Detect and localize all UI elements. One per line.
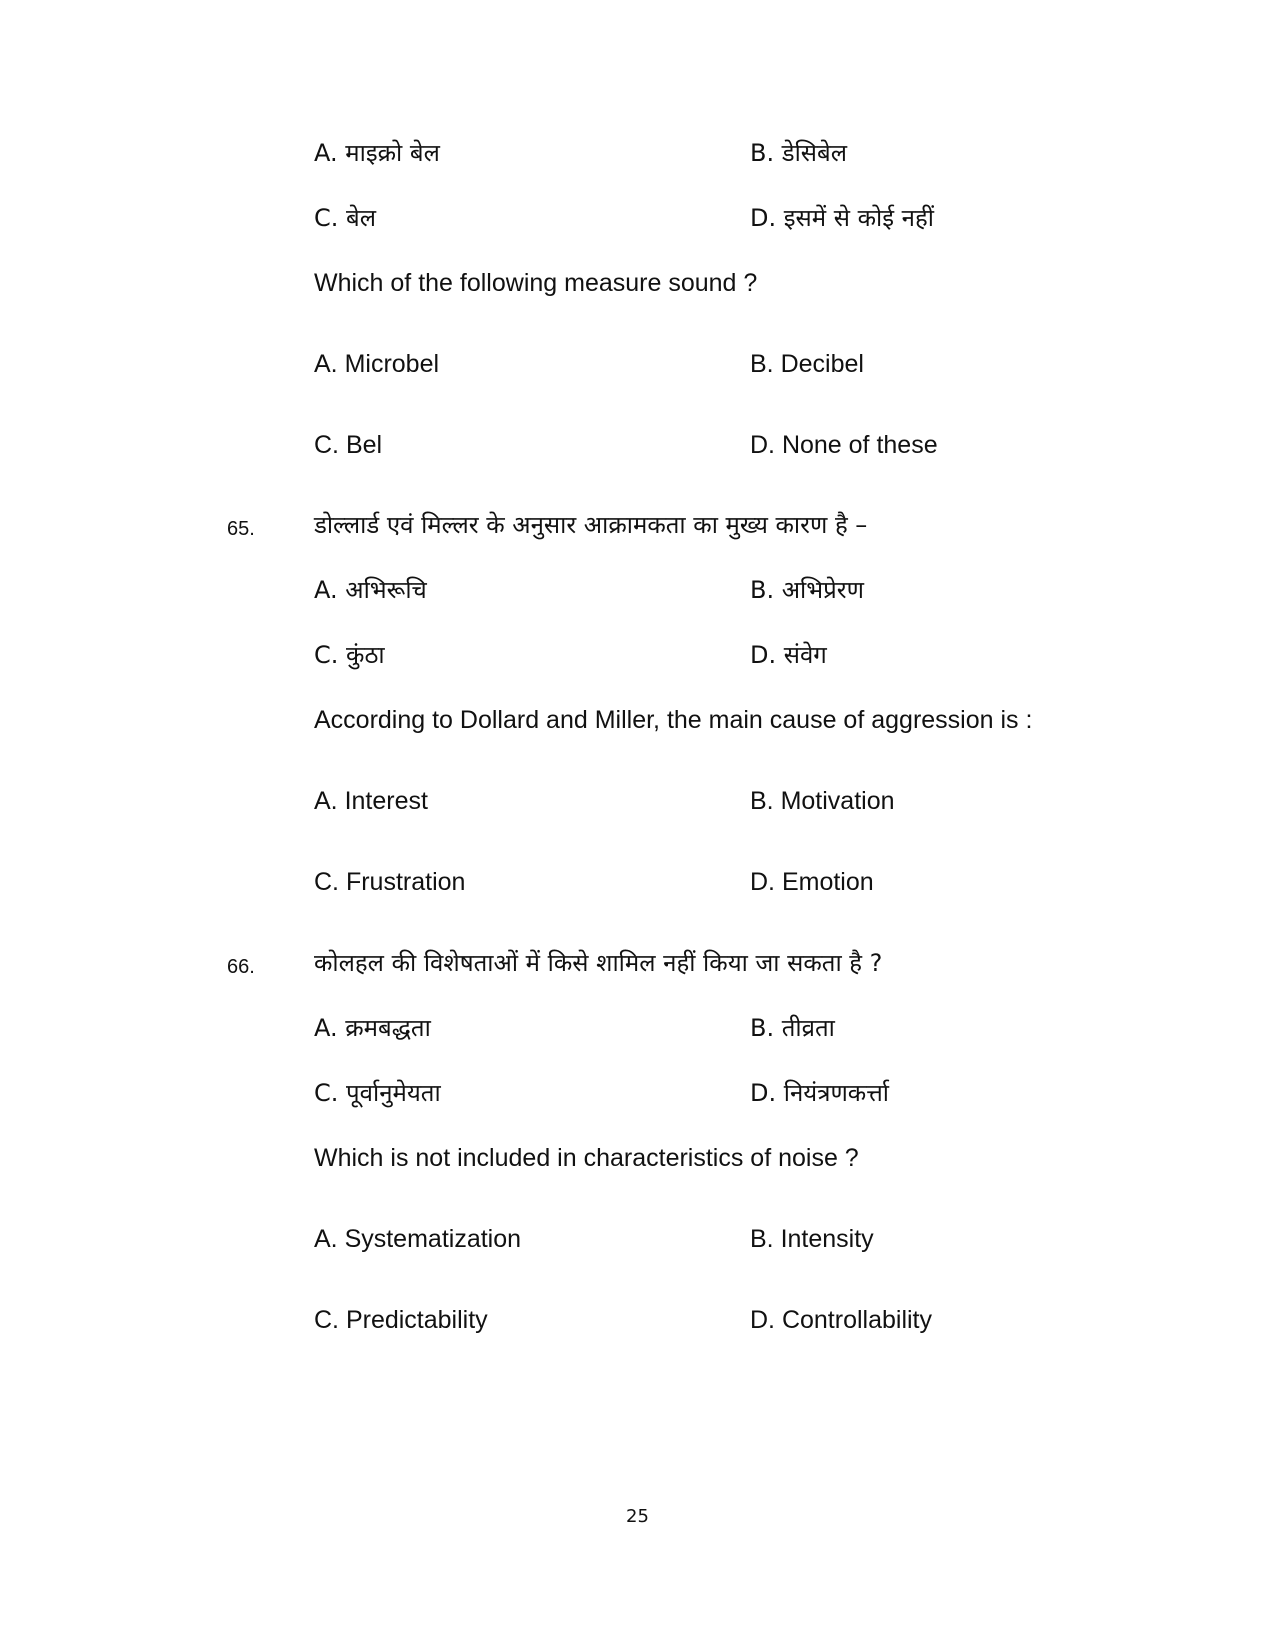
q65-english-option-b: B. Motivation [750,787,895,815]
q65-english-option-d: D. Emotion [750,868,874,896]
q66-english-option-a: A. Systematization [314,1225,522,1253]
q66-hindi-option-d: D. नियंत्रणकर्त्ता [750,1079,890,1107]
q64-english-option-b: B. Decibel [750,350,864,378]
q64-hindi-option-b: B. डेसिबेल [750,139,847,167]
q66-hindi-option-c: C. पूर्वानुमेयता [314,1079,441,1107]
q64-english-question: Which of the following measure sound ? [314,269,758,297]
q65-english-option-c: C. Frustration [314,868,466,896]
q66-english-option-c: C. Predictability [314,1306,488,1334]
q66-english-option-b: B. Intensity [750,1225,874,1253]
q64-hindi-option-d: D. इसमें से कोई नहीं [750,204,934,232]
q66-number: 66. [227,956,255,978]
q65-number: 65. [227,518,255,540]
page-number: 25 [626,1506,649,1527]
q66-hindi-question: कोलहल की विशेषताओं में किसे शामिल नहीं किया जा सकता है ? [314,949,883,977]
q66-english-option-d: D. Controllability [750,1306,933,1334]
q65-english-question: According to Dollard and Miller, the main cause of aggression is : [314,706,1033,734]
q65-hindi-option-c: C. कुंठा [314,641,385,669]
q66-english-question: Which is not included in characteristics of noise ? [314,1144,859,1172]
q64-english-option-d: D. None of these [750,431,938,459]
q65-english-option-a: A. Interest [314,787,428,815]
q66-hindi-option-a: A. क्रमबद्धता [314,1014,431,1042]
q65-hindi-option-d: D. संवेग [750,641,827,669]
q65-hindi-question: डोल्लार्ड एवं मिल्लर के अनुसार आक्रामकता का मुख्य कारण है – [314,511,868,539]
q64-english-option-c: C. Bel [314,431,383,459]
q64-hindi-option-c: C. बेल [314,204,376,232]
q65-hindi-option-a: A. अभिरूचि [314,576,427,604]
q66-hindi-option-b: B. तीव्रता [750,1014,835,1042]
q64-english-option-a: A. Microbel [314,350,440,378]
q64-hindi-option-a: A. माइक्रो बेल [314,139,440,167]
q65-hindi-option-b: B. अभिप्रेरण [750,576,864,604]
